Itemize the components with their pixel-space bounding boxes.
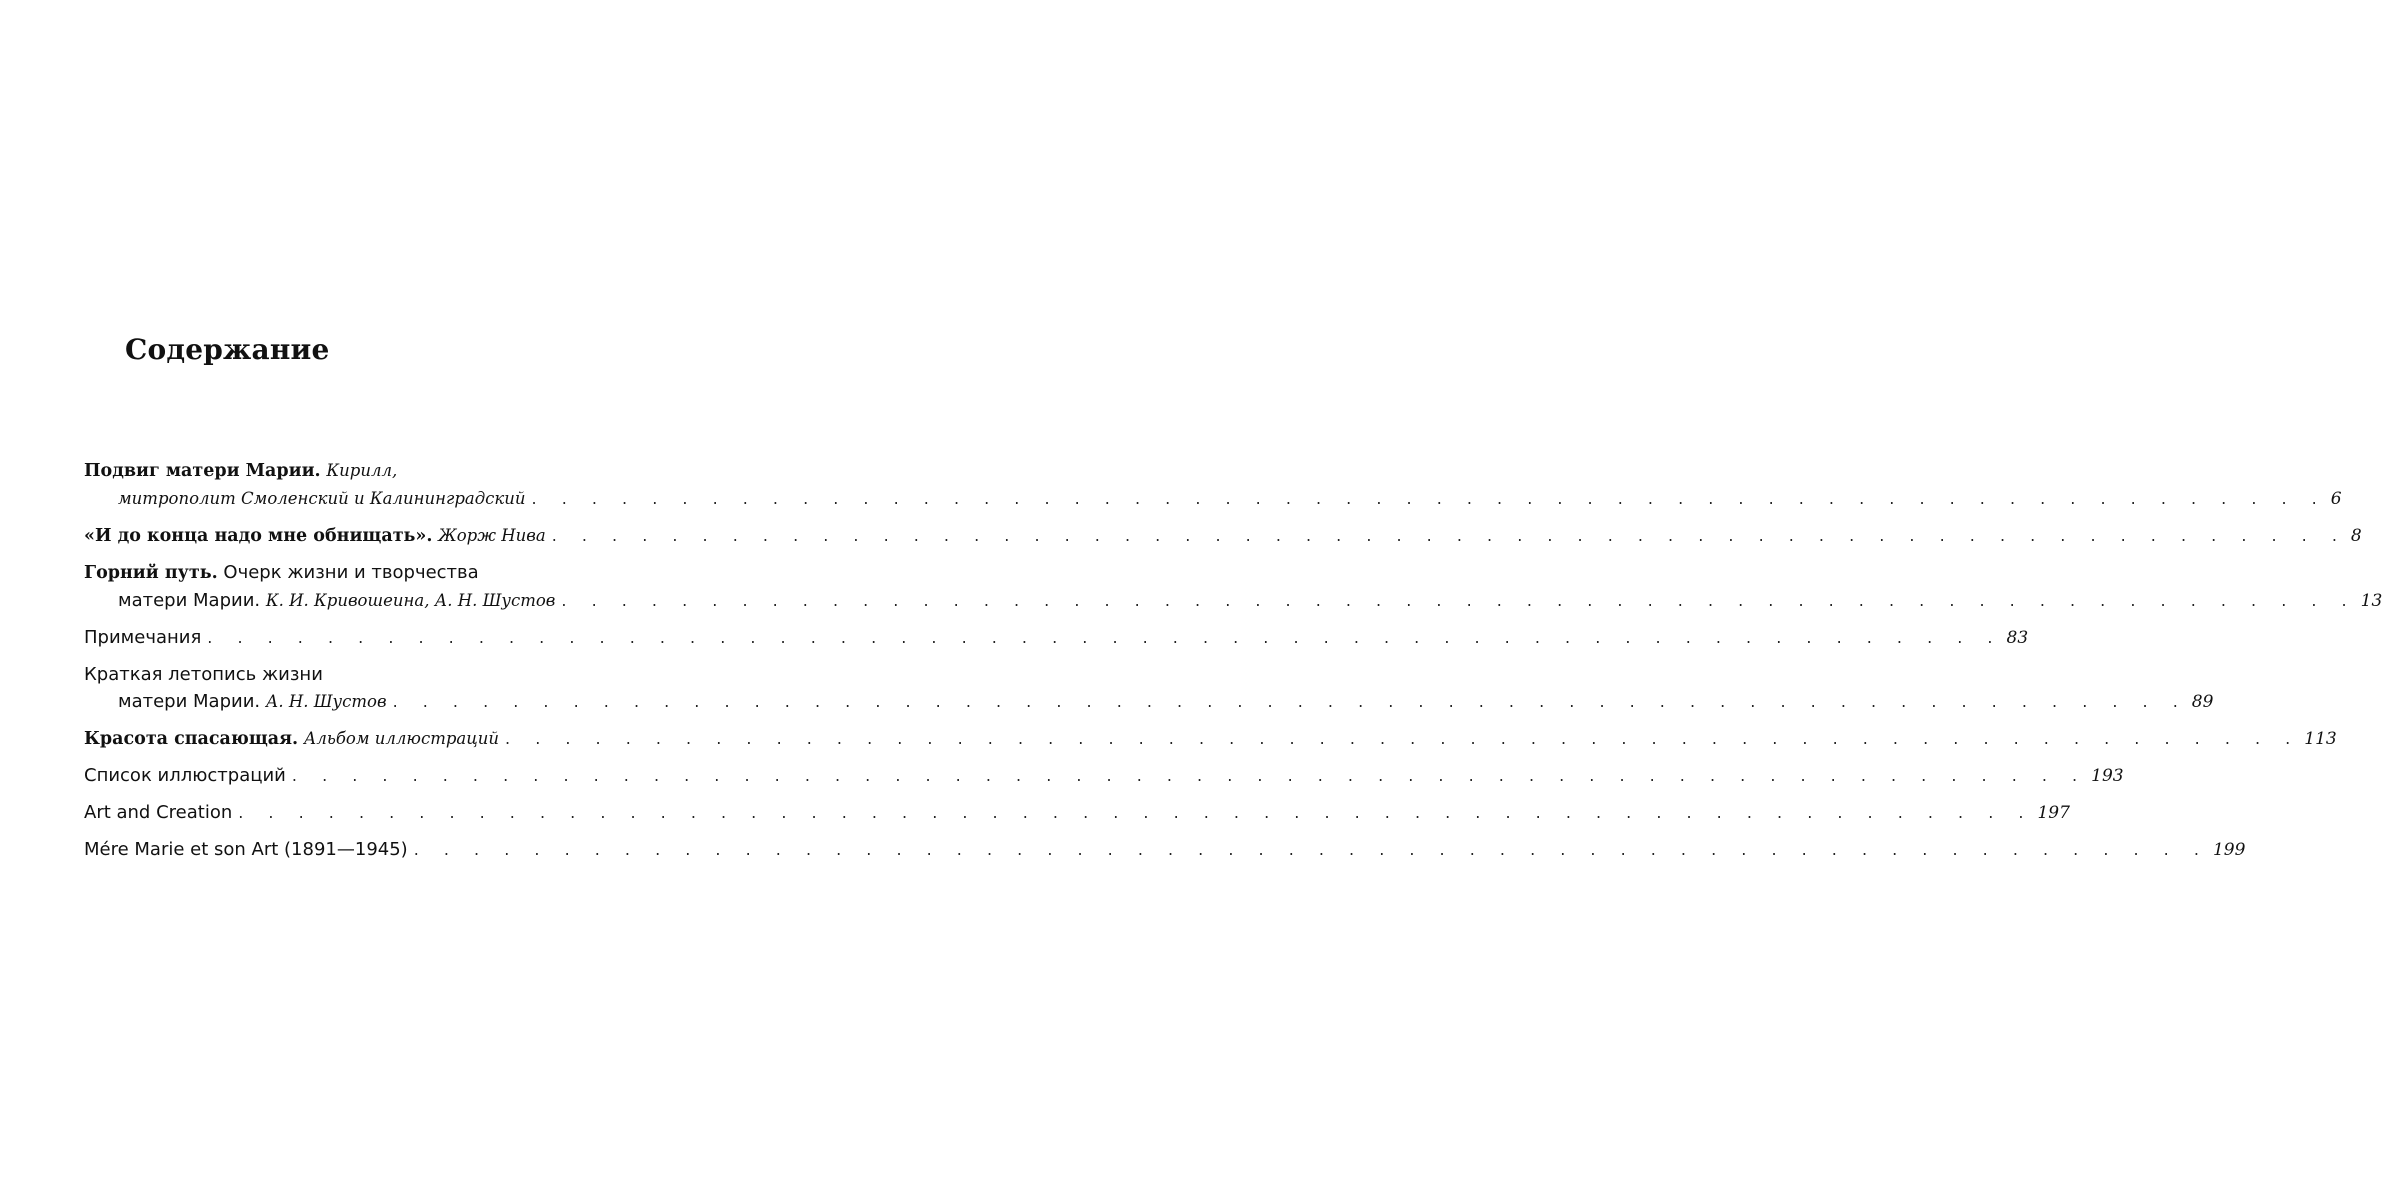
toc-entry-line bbox=[84, 624, 2029, 652]
entry-title: Краткая летопись жизни bbox=[84, 664, 323, 685]
toc-entry-gorniy-put bbox=[84, 559, 2382, 615]
toc-entry-obnishat bbox=[84, 522, 2362, 550]
toc-entry-line bbox=[84, 587, 2382, 615]
dot-leader: . . . . . . . . . . . . . . . . . . . . . . . . . . . . . . . . . . . . . . . . . . . . . . . . . . . . . . . . . . . . bbox=[413, 840, 2209, 859]
entry-title: Art and Creation bbox=[84, 802, 233, 823]
entry-author: Кирилл, bbox=[326, 461, 398, 480]
page-number: 8 bbox=[2350, 526, 2362, 546]
entry-subtitle: матери Марии. bbox=[118, 590, 261, 611]
toc-entry-podvig bbox=[84, 457, 2342, 513]
page-number: 113 bbox=[2304, 729, 2337, 749]
entry-subtitle: Очерк жизни и творчества bbox=[223, 562, 479, 583]
dot-leader: . . . . . . . . . . . . . . . . . . . . . . . . . . . . . . . . . . . . . . . . . . . . . . . . . . . . . . . . . . . . bbox=[505, 729, 2301, 748]
page-number: 197 bbox=[2037, 803, 2070, 823]
dot-leader: . . . . . . . . . . . . . . . . . . . . . . . . . . . . . . . . . . . . . . . . . . . . . . . . . . . . . . . . . . . . bbox=[561, 591, 2357, 610]
entry-subtitle: Альбом иллюстраций bbox=[303, 729, 500, 748]
entry-title: Подвиг матери Марии. bbox=[84, 461, 321, 481]
toc-entry-line bbox=[84, 725, 2337, 753]
entry-title: Mére Marie et son Art (1891—1945) bbox=[84, 839, 408, 860]
toc-entry-art-creation bbox=[84, 799, 2070, 827]
page-number: 199 bbox=[2212, 840, 2246, 860]
table-of-contents bbox=[84, 457, 2382, 873]
toc-entry-mere-marie bbox=[84, 836, 2246, 864]
entry-subtitle: матери Марии. bbox=[118, 691, 261, 712]
dot-leader: . . . . . . . . . . . . . . . . . . . . . . . . . . . . . . . . . . . . . . . . . . . . . . . . . . . . . . . . . . . . bbox=[392, 692, 2188, 711]
entry-title: Примечания bbox=[84, 627, 202, 648]
toc-entry-line bbox=[84, 559, 788, 587]
page-number: 6 bbox=[2330, 489, 2342, 509]
entry-author: К. И. Кривошеина, А. Н. Шустов bbox=[265, 591, 556, 610]
toc-entry-spisok bbox=[84, 762, 2124, 790]
entry-title: Красота спасающая. bbox=[84, 729, 299, 749]
toc-entry-line bbox=[84, 799, 2070, 827]
toc-entry-line bbox=[84, 522, 2362, 550]
entry-author: А. Н. Шустов bbox=[265, 692, 387, 711]
toc-entry-line bbox=[84, 688, 2214, 716]
toc-entry-line bbox=[84, 661, 788, 688]
toc-entry-letopis bbox=[84, 661, 2214, 716]
page-title: Содержание bbox=[125, 333, 330, 366]
toc-entry-line bbox=[84, 485, 2342, 513]
toc-entry-primechaniya bbox=[84, 624, 2029, 652]
toc-entry-line bbox=[84, 836, 2246, 864]
page-number: 13 bbox=[2360, 591, 2382, 611]
entry-title: Список иллюстраций bbox=[84, 765, 286, 786]
dot-leader: . . . . . . . . . . . . . . . . . . . . . . . . . . . . . . . . . . . . . . . . . . . . . . . . . . . . . . . . . . . . bbox=[238, 803, 2034, 822]
toc-entry-line bbox=[84, 762, 2124, 790]
entry-author: митрополит Смоленский и Калининградский bbox=[118, 489, 526, 508]
toc-entry-krasota bbox=[84, 725, 2337, 753]
dot-leader: . . . . . . . . . . . . . . . . . . . . . . . . . . . . . . . . . . . . . . . . . . . . . . . . . . . . . . . . . . . . bbox=[291, 766, 2088, 785]
toc-entry-line bbox=[84, 457, 788, 485]
dot-leader: . . . . . . . . . . . . . . . . . . . . . . . . . . . . . . . . . . . . . . . . . . . . . . . . . . . . . . . . . . . . bbox=[531, 489, 2327, 508]
dot-leader: . . . . . . . . . . . . . . . . . . . . . . . . . . . . . . . . . . . . . . . . . . . . . . . . . . . . . . . . . . . . bbox=[551, 526, 2347, 545]
page-number: 83 bbox=[2006, 628, 2029, 648]
page-number: 193 bbox=[2091, 766, 2124, 786]
dot-leader: . . . . . . . . . . . . . . . . . . . . . . . . . . . . . . . . . . . . . . . . . . . . . . . . . . . . . . . . . . . . bbox=[207, 628, 2003, 647]
entry-title: «И до конца надо мне обнищать». bbox=[84, 526, 433, 546]
entry-author: Жорж Нива bbox=[438, 526, 546, 545]
entry-title: Горний путь. bbox=[84, 563, 218, 583]
page-number: 89 bbox=[2191, 692, 2214, 712]
